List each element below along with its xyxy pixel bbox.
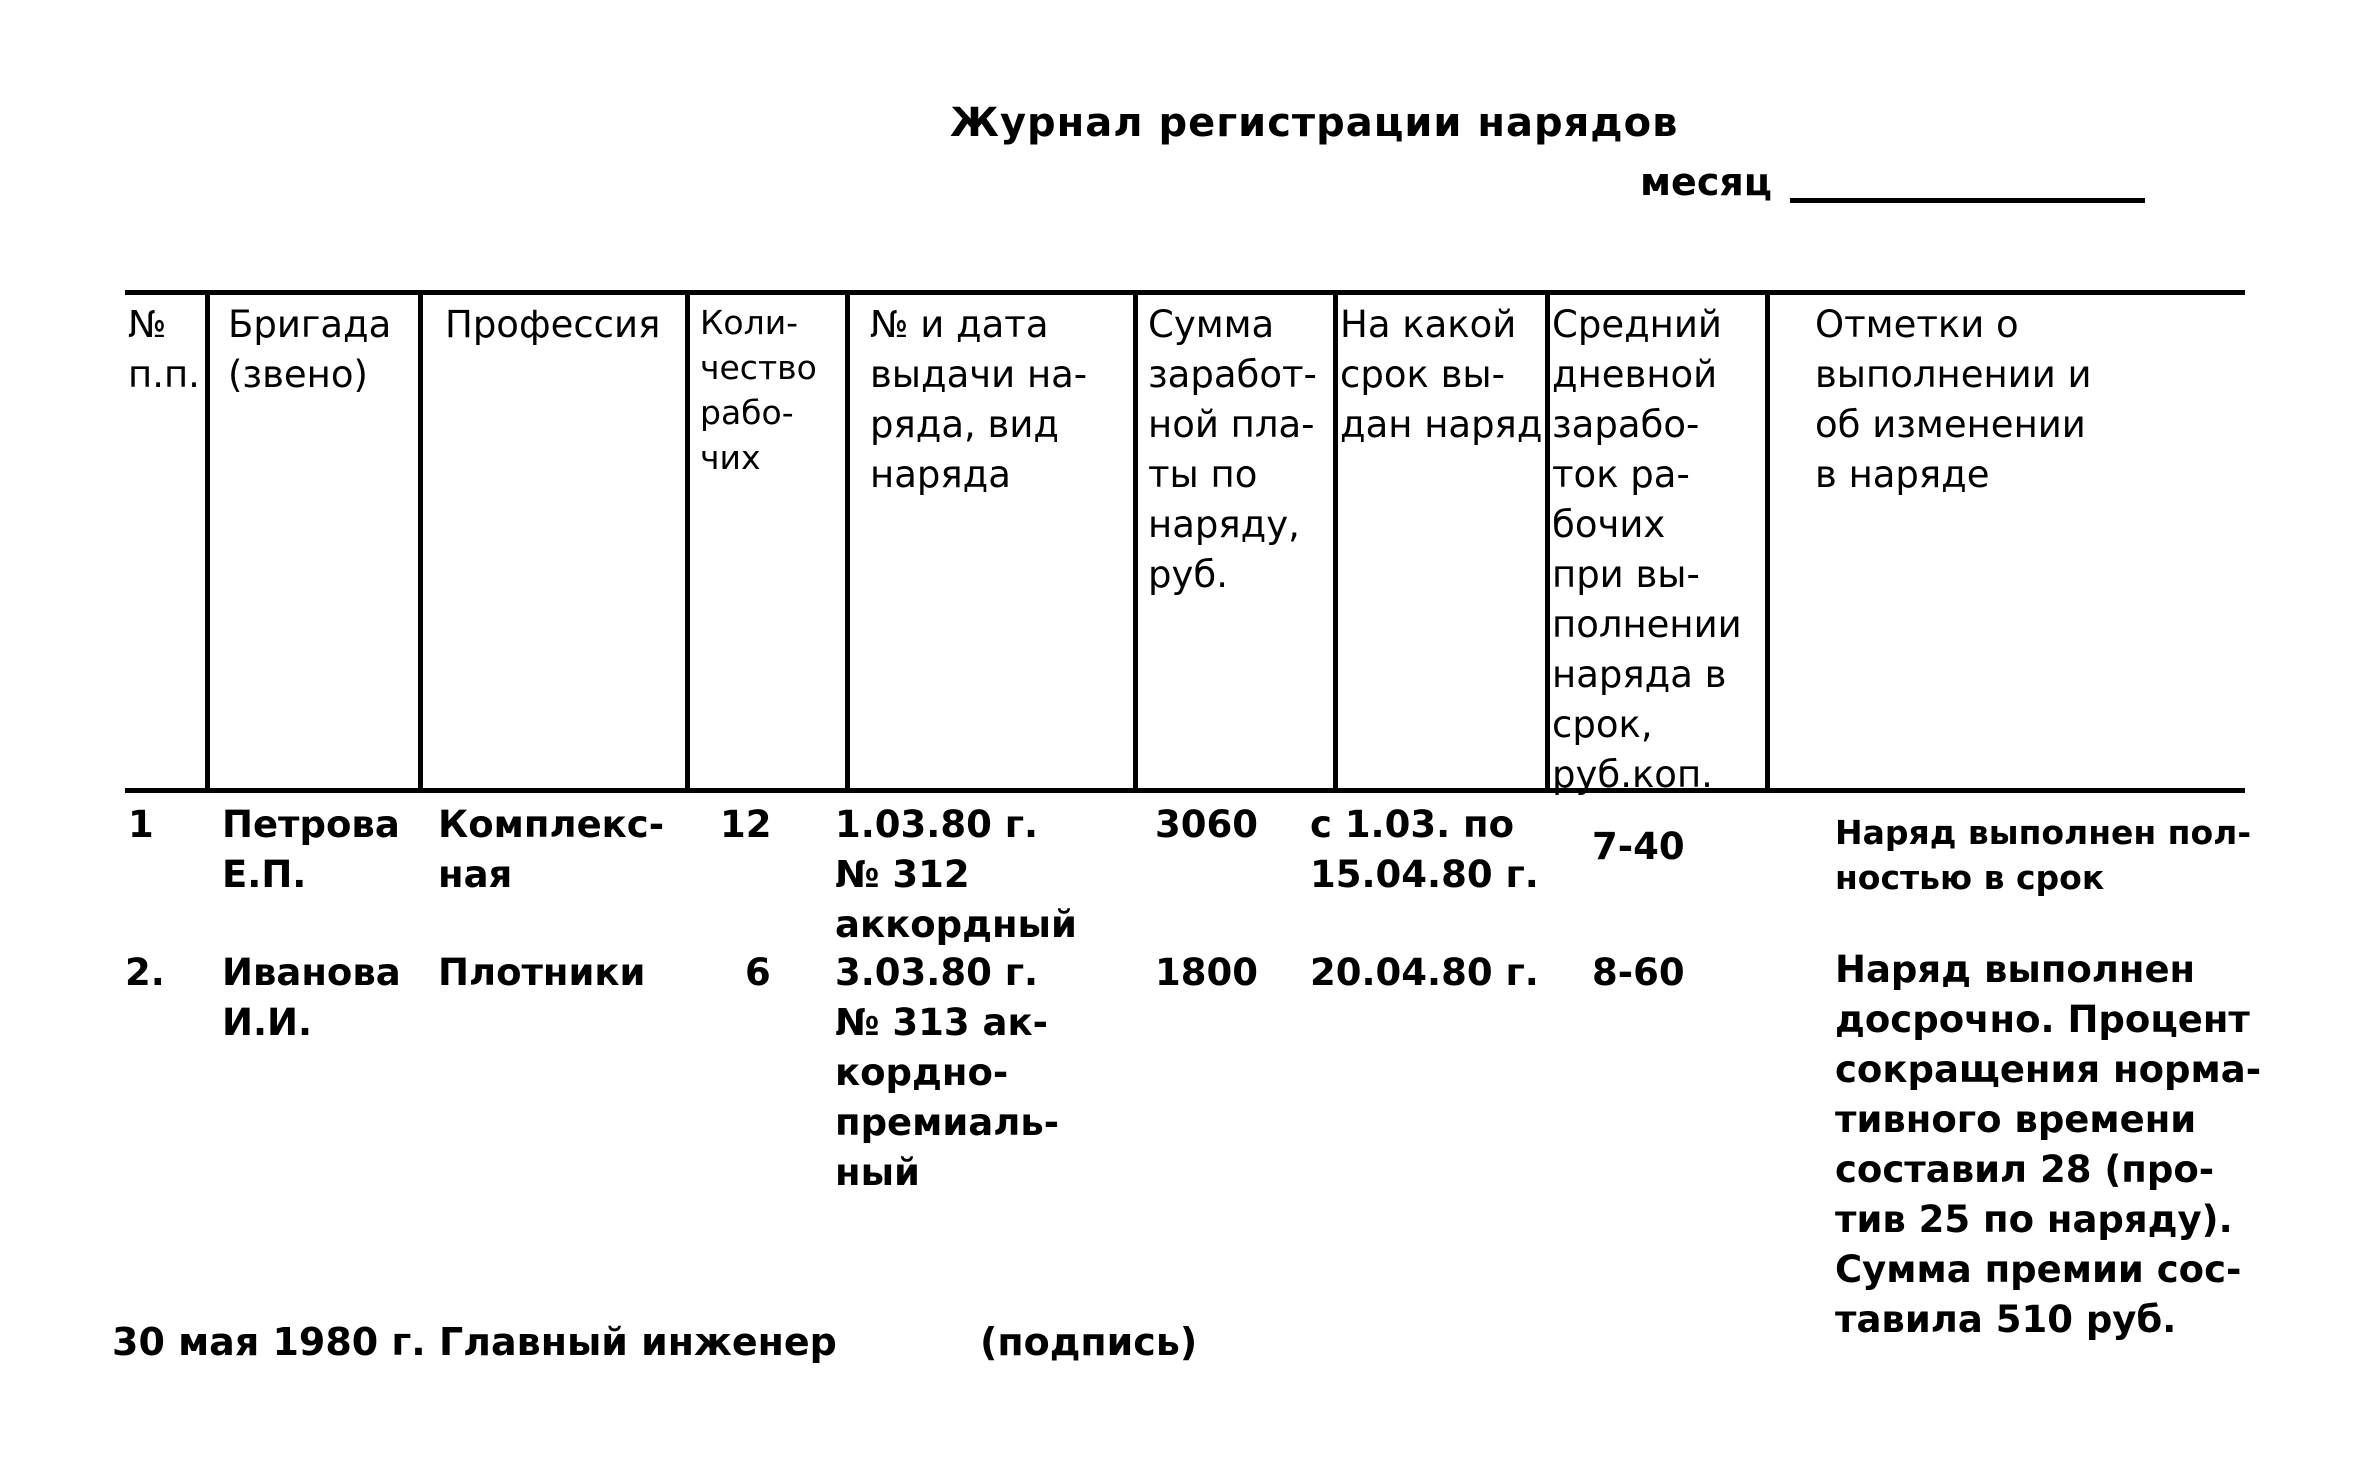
page-title: Журнал регистрации нарядов bbox=[950, 100, 1679, 146]
table-row-2-workers: 6 bbox=[745, 951, 771, 994]
column-divider bbox=[685, 290, 690, 790]
header-average-earnings: Средний дневной зарабо- ток ра- бочих при вы- полнении наряда в срок, руб.коп. bbox=[1552, 303, 1742, 796]
column-divider bbox=[845, 290, 850, 790]
table-row-1-notes: Наряд выполнен пол- ностью в срок bbox=[1835, 813, 2252, 897]
table-row-1-term: с 1.03. по 15.04.80 г. bbox=[1310, 803, 1539, 896]
header-notes: Отметки о выполнении и об изменении в наряде bbox=[1815, 303, 2092, 496]
table-top-rule bbox=[125, 290, 2245, 295]
table-row-2-sum: 1800 bbox=[1155, 951, 1258, 994]
table-row-1-order: 1.03.80 г. № 312 аккордный bbox=[835, 803, 1077, 946]
table-row-2-notes: Наряд выполнен досрочно. Процент сокращения норма- тивного времени составил 28 (про- тив 25 по наряду). Сумма премии сос- тавила 510 руб. bbox=[1835, 948, 2262, 1341]
header-profession: Профессия bbox=[445, 303, 661, 346]
column-divider bbox=[1333, 290, 1338, 790]
table-header-bottom-rule bbox=[125, 788, 2245, 793]
header-brigade: Бригада (звено) bbox=[228, 303, 392, 396]
table-row-1-profession: Комплекс- ная bbox=[438, 803, 665, 896]
header-order: № и дата выдачи на- ряда, вид наряда bbox=[870, 303, 1088, 496]
column-divider bbox=[1765, 290, 1770, 790]
header-number: № п.п. bbox=[128, 303, 200, 396]
table-row-1-workers: 12 bbox=[720, 803, 772, 846]
column-divider bbox=[1545, 290, 1550, 790]
column-divider bbox=[205, 290, 210, 790]
column-divider bbox=[418, 290, 423, 790]
footer-signature: (подпись) bbox=[980, 1320, 1198, 1364]
table-row-2-number: 2. bbox=[125, 951, 165, 994]
month-label: месяц bbox=[1640, 160, 1772, 204]
table-row-1-sum: 3060 bbox=[1155, 803, 1258, 846]
table-row-1-brigade: Петрова Е.П. bbox=[222, 803, 400, 896]
header-term: На какой срок вы- дан наряд bbox=[1340, 303, 1543, 446]
table-row-2-order: 3.03.80 г. № 313 ак- кордно- премиаль- ный bbox=[835, 951, 1060, 1194]
header-sum: Сумма заработ- ной пла- ты по наряду, руб. bbox=[1148, 303, 1317, 596]
table-row-2-brigade: Иванова И.И. bbox=[222, 951, 401, 1044]
footer-date-position: 30 мая 1980 г. Главный инженер bbox=[112, 1320, 837, 1364]
header-workers: Коли- чество рабо- чих bbox=[700, 303, 817, 477]
table-row-2-average: 8-60 bbox=[1592, 951, 1685, 994]
month-blank-line bbox=[1790, 198, 2145, 203]
table-row-1-average: 7-40 bbox=[1592, 825, 1685, 868]
column-divider bbox=[1133, 290, 1138, 790]
table-row-1-number: 1 bbox=[128, 803, 154, 846]
table-row-2-profession: Плотники bbox=[438, 951, 646, 994]
table-row-2-term: 20.04.80 г. bbox=[1310, 951, 1539, 994]
